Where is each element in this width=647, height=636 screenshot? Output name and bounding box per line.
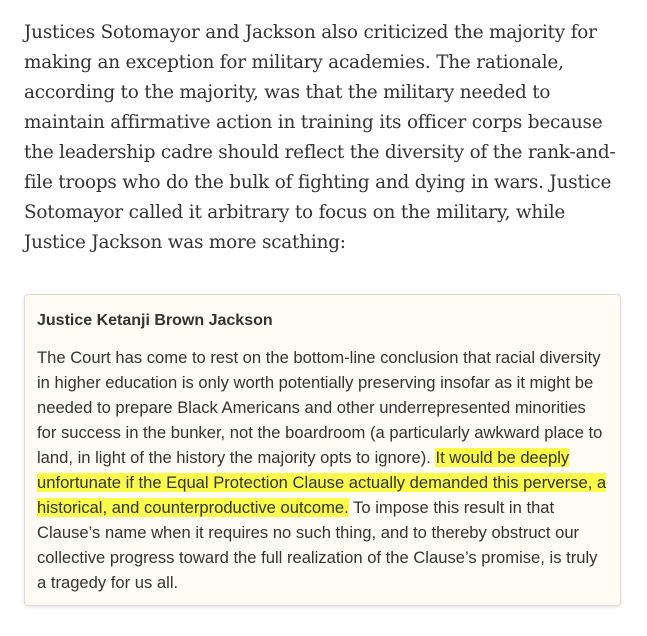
quote-text xyxy=(37,345,608,595)
article-paragraph: Justices Sotomayor and Jackson also criticized the majority for making an exception for military academies. The rationale, according to the majority, was that the military needed to maintain affirmative action in training its officer corps because the leadership cadre should reflect the diversity of the rank-and-file troops who do the bulk of fighting and dying in wars. Justice Sotomayor called it arbitrary to focus on the military, while Justice Jackson was more scathing: xyxy=(24,22,616,253)
quote-box xyxy=(24,294,621,606)
quote-highlighted-text: It would be deeply unfortunate if the Equal Protection Clause actually demanded this perverse, a historical, and counterproductive outcome. xyxy=(37,448,607,517)
quote-text-before: The Court has come to rest on the bottom-line conclusion that racial diversity in higher education is only worth potentially preserving insofar as it might be needed to prepare Black Americans and other underrepresented minorities for success in the bunker, not the boardroom (a particularly awkward place to land, in light of the history the majority opts to ignore). xyxy=(37,348,603,467)
quote-author: Justice Ketanji Brown Jackson xyxy=(37,312,273,329)
quote-text-after: To impose this result in that Clause’s name when it requires no such thing, and to thereby obstruct our collective progress toward the full realization of the Clause’s promise, is truly a tragedy for us all. xyxy=(37,498,598,592)
